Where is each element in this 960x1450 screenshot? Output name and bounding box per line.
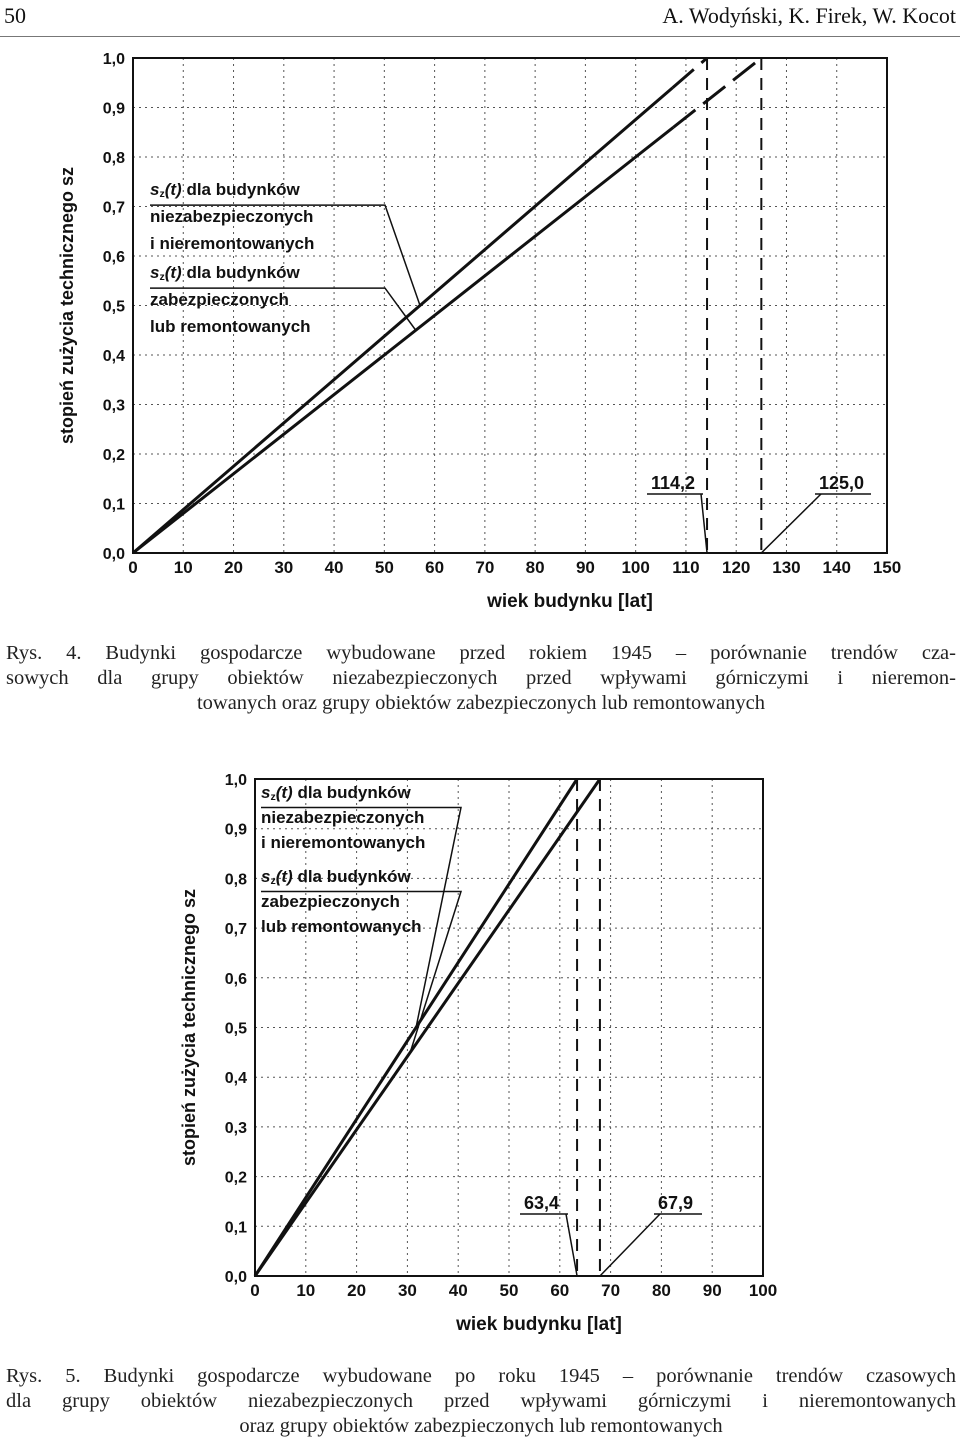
legend-label: sz(t) dla budynków — [150, 263, 300, 283]
y-tick-label: 0,3 — [224, 1119, 247, 1137]
legend-leader-line — [261, 892, 461, 1053]
x-tick-label: 20 — [224, 558, 243, 577]
y-tick-label: 1,0 — [102, 51, 125, 68]
x-tick-label: 150 — [872, 558, 902, 577]
caption-line: sowych dla grupy obiektów niezabezpieczonych przed wpływami górniczymi i nieremon- — [6, 667, 956, 689]
figure-5-caption — [6, 1364, 956, 1439]
x-tick-label: 0 — [128, 558, 138, 577]
caption-text: Budynki gospodarcze wybudowane przed rokiem 1945 – porównanie trendów cza- — [105, 642, 956, 664]
y-tick-label: 1,0 — [224, 772, 247, 789]
y-tick-label: 0,2 — [224, 1169, 247, 1187]
y-tick-label: 0,7 — [224, 921, 247, 939]
legend-label: sz(t) dla budynków — [261, 783, 411, 803]
x-tick-label: 80 — [525, 558, 545, 577]
caption-line — [6, 641, 956, 666]
legend-label: lub remontowanych — [150, 317, 311, 336]
caption-line: dla grupy obiektów niezabezpieczonych przed wpływami górniczymi i nieremontowanych — [6, 1390, 956, 1412]
caption-label: Rys. 5. — [6, 1365, 81, 1387]
y-tick-label: 0,7 — [102, 199, 125, 217]
x-tick-label: 140 — [822, 558, 851, 577]
x-tick-label: 70 — [475, 558, 495, 577]
annotation-value: 67,9 — [658, 1193, 694, 1213]
chart-figure-4 — [55, 38, 910, 616]
x-tick-label: 50 — [499, 1281, 519, 1300]
y-tick-label: 0,4 — [102, 348, 125, 365]
caption-label: Rys. 4. — [6, 642, 82, 664]
page-number: 50 — [4, 3, 26, 28]
x-tick-label: 70 — [601, 1281, 621, 1300]
x-tick-label: 60 — [550, 1281, 570, 1300]
x-tick-label: 120 — [722, 558, 751, 577]
x-tick-label: 10 — [173, 558, 193, 577]
x-tick-label: 50 — [374, 558, 394, 577]
y-tick-label: 0,9 — [224, 821, 247, 839]
x-tick-label: 40 — [324, 558, 344, 577]
y-tick-label: 0,5 — [224, 1020, 247, 1038]
y-tick-label: 0,2 — [102, 447, 125, 464]
x-tick-label: 20 — [347, 1281, 367, 1300]
y-tick-label: 0,9 — [102, 100, 125, 118]
x-tick-label: 40 — [448, 1281, 468, 1300]
figure-4-caption — [6, 641, 956, 716]
x-tick-label: 0 — [250, 1281, 260, 1300]
y-tick-label: 0,8 — [224, 871, 247, 889]
annotation-value: 125,0 — [819, 473, 865, 493]
y-tick-label: 0,4 — [224, 1070, 247, 1088]
page-header — [0, 0, 960, 37]
x-axis-label: wiek budynku [lat] — [487, 591, 653, 612]
y-tick-label: 0,5 — [102, 298, 125, 316]
legend-label: niezabezpieczonych — [150, 207, 314, 226]
x-tick-label: 90 — [702, 1281, 722, 1300]
caption-line: towanych oraz grupy obiektów zabezpieczonych lub remontowanych — [196, 692, 766, 714]
y-tick-label: 0,1 — [224, 1219, 247, 1237]
y-tick-label: 0,0 — [102, 546, 125, 563]
caption-line: oraz grupy obiektów zabezpieczonych lub remontowanych — [239, 1415, 723, 1437]
legend-label: sz(t) dla budynków — [150, 180, 300, 200]
series-line-extrapolated — [673, 58, 761, 127]
y-tick-label: 0,0 — [224, 1269, 247, 1286]
caption-text: Budynki gospodarcze wybudowane po roku 1945 – porównanie trendów czasowych — [103, 1365, 956, 1387]
annotation-value: 114,2 — [651, 473, 696, 493]
legend-label: i nieremontowanych — [261, 833, 426, 852]
y-axis-label: stopień zużycia technicznego sz — [57, 166, 77, 445]
running-head-authors: A. Wodyński, K. Firek, W. Kocot — [662, 3, 956, 28]
legend-label: sz(t) dla budynków — [261, 867, 411, 887]
x-tick-label: 90 — [575, 558, 595, 577]
x-tick-label: 80 — [651, 1281, 671, 1300]
x-tick-label: 100 — [748, 1281, 778, 1300]
x-tick-label: 30 — [397, 1281, 417, 1300]
caption-line — [6, 1364, 956, 1389]
figure-5-chart — [178, 762, 780, 1340]
y-tick-label: 0,3 — [102, 397, 125, 415]
y-tick-label: 0,8 — [102, 150, 125, 167]
x-axis-label: wiek budynku [lat] — [456, 1314, 622, 1335]
x-tick-label: 60 — [425, 558, 445, 577]
legend-label: zabezpieczonych — [150, 290, 289, 309]
y-tick-label: 0,6 — [102, 249, 125, 266]
y-tick-label: 0,6 — [224, 970, 247, 988]
x-tick-label: 30 — [274, 558, 294, 577]
x-tick-label: 10 — [296, 1281, 316, 1300]
annotation-leader-line — [566, 1214, 577, 1276]
annotation-value: 63,4 — [524, 1193, 560, 1213]
annotation-leader-line — [761, 494, 821, 553]
y-tick-label: 0,1 — [102, 496, 125, 514]
x-tick-label: 130 — [772, 558, 801, 577]
y-axis-label: stopień zużycia technicznego sz — [179, 888, 199, 1167]
legend-label: niezabezpieczonych — [261, 808, 425, 827]
legend-label: i nieremontowanych — [150, 234, 315, 253]
figure-4-chart — [55, 38, 910, 616]
x-tick-label: 110 — [672, 558, 700, 577]
series-line-extrapolated — [673, 58, 707, 88]
legend-label: lub remontowanych — [261, 917, 422, 936]
chart-figure-5 — [178, 762, 780, 1340]
x-tick-label: 100 — [621, 558, 650, 577]
legend-label: zabezpieczonych — [261, 892, 400, 911]
annotation-leader-line — [600, 1214, 660, 1276]
